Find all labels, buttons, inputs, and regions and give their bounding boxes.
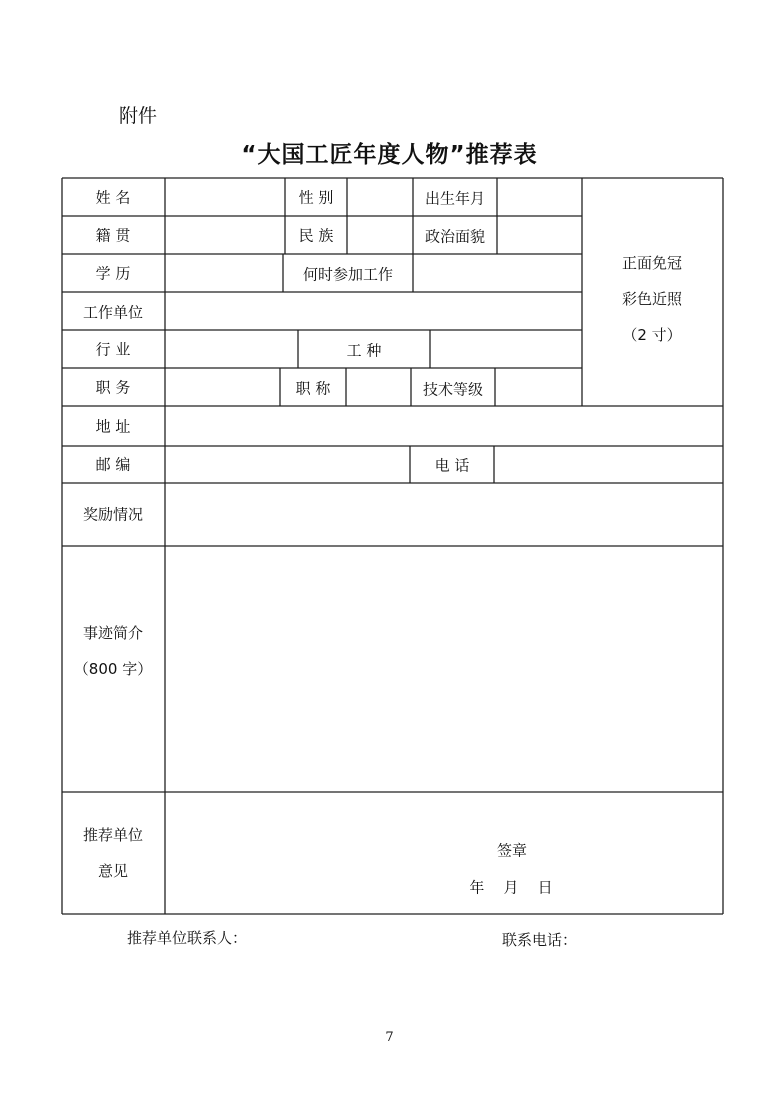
opinion-label-line-1: 推荐单位 (82, 826, 144, 844)
awards-field[interactable] (166, 484, 722, 545)
education-label: 学 历 (95, 264, 131, 283)
postcode-label: 邮 编 (95, 455, 131, 474)
deeds-word-limit: （800 字） (73, 660, 153, 678)
photo-placeholder (622, 245, 682, 353)
contact-person-label: 推荐单位联系人： (127, 929, 248, 947)
address-field[interactable] (166, 407, 722, 445)
address-label: 地 址 (95, 417, 131, 436)
opinion-label-block (83, 817, 143, 889)
trade-label: 工 种 (346, 341, 382, 360)
employer-label: 工作单位 (82, 303, 144, 322)
postcode-field[interactable] (166, 447, 409, 482)
trade-field[interactable] (431, 331, 581, 367)
opinion-label-line-2: 意见 (97, 862, 129, 880)
work-start-label: 何时参加工作 (302, 265, 394, 284)
skill-level-label: 技术等级 (422, 380, 484, 399)
name-field[interactable] (166, 179, 284, 215)
birth-date-field[interactable] (498, 179, 581, 215)
seal-label: 签章 (496, 841, 528, 860)
photo-line-1: 正面免冠 (621, 254, 683, 272)
skill-level-field[interactable] (496, 369, 581, 405)
attachment-label: 附件 (119, 105, 158, 127)
phone-field[interactable] (495, 447, 722, 482)
deeds-label: 事迹简介 (82, 624, 143, 642)
form-title: “大国工匠年度人物”推荐表 (241, 142, 538, 168)
gender-label: 性 别 (298, 188, 334, 207)
gender-field[interactable] (348, 179, 412, 215)
position-field[interactable] (166, 369, 279, 405)
deeds-field[interactable] (166, 547, 722, 791)
industry-label: 行 业 (95, 340, 131, 359)
birth-date-label: 出生年月 (424, 189, 486, 208)
photo-line-3: （2 寸） (622, 326, 682, 344)
industry-field[interactable] (166, 331, 297, 367)
job-title-label: 职 称 (295, 379, 331, 398)
native-place-label: 籍 贯 (95, 226, 131, 245)
education-field[interactable] (166, 255, 282, 291)
political-status-field[interactable] (498, 217, 581, 253)
deeds-label-block (74, 615, 152, 687)
native-place-field[interactable] (166, 217, 284, 253)
contact-phone-label: 联系电话： (502, 931, 578, 949)
work-start-field[interactable] (414, 255, 581, 291)
ethnicity-label: 民 族 (298, 226, 334, 245)
page-number: 7 (385, 1030, 394, 1045)
employer-field[interactable] (166, 293, 581, 329)
position-label: 职 务 (95, 378, 131, 397)
awards-label: 奖励情况 (82, 505, 144, 524)
name-label: 姓 名 (95, 188, 131, 207)
date-label: 年 月 日 (469, 878, 553, 897)
photo-line-2: 彩色近照 (621, 290, 683, 308)
phone-label: 电 话 (434, 456, 470, 475)
job-title-field[interactable] (347, 369, 410, 405)
political-status-label: 政治面貌 (424, 227, 486, 246)
ethnicity-field[interactable] (348, 217, 412, 253)
